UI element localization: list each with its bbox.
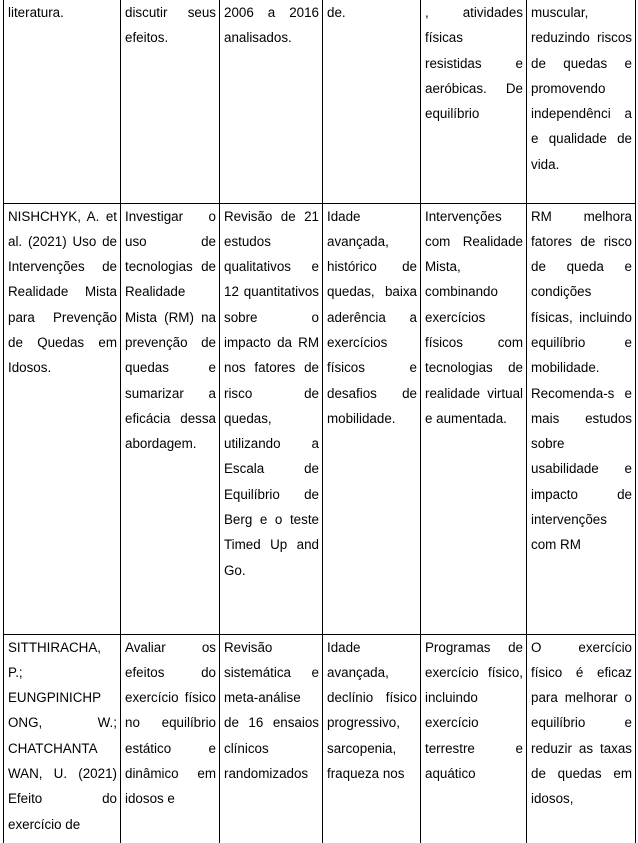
cell-results: O exercício físico é eficaz para melhorar o equilíbrio e reduzir as taxas de quedas em idosos,: [527, 634, 636, 843]
table-row: [4, 0, 636, 203]
cell-reference: literatura.: [4, 0, 121, 203]
table-row: [4, 203, 636, 634]
cell-objective: Avaliar os efeitos do exercício físico no equilíbrio estático e dinâmico em idosos e: [121, 634, 220, 843]
cell-method: Revisão de 21 estudos qualitativos e 12 quantitativos sobre o impacto da RM nos fatores de risco de quedas, utilizando a Escala de Equilíbrio de Berg e o teste Timed Up and Go.: [220, 203, 323, 634]
cell-results: RM melhora fatores de risco de queda e condições físicas, incluindo equilíbrio e mobilidade. Recomenda-s e mais estudos sobre usabilidade e impacto de intervenções com RM: [527, 203, 636, 634]
cell-intervention: Programas de exercício físico, incluindo exercício terrestre e aquático: [421, 634, 527, 843]
cell-risk-factors: Idade avançada, declínio físico progressivo, sarcopenia, fraqueza nos: [323, 634, 421, 843]
cell-risk-factors: Idade avançada, histórico de quedas, baixa aderência a exercícios físicos e desafios de mobilidade.: [323, 203, 421, 634]
cell-objective: discutir seus efeitos.: [121, 0, 220, 203]
cell-intervention: Intervenções com Realidade Mista, combinando exercícios físicos com tecnologias de realidade virtual e aumentada.: [421, 203, 527, 634]
cell-method: 2006 a 2016 analisados.: [220, 0, 323, 203]
cell-risk-factors: de.: [323, 0, 421, 203]
cell-reference: SITTHIRACHA, P.; EUNGPINICHP ONG, W.; CHATCHANTA WAN, U. (2021) Efeito do exercício de: [4, 634, 121, 843]
review-table: [3, 0, 636, 843]
cell-method: Revisão sistemática e meta-análise de 16 ensaios clínicos randomizados: [220, 634, 323, 843]
cell-intervention: , atividades físicas resistidas e aeróbicas. De equilíbrio: [421, 0, 527, 203]
cell-reference: NISHCHYK, A. et al. (2021) Uso de Intervenções de Realidade Mista para Prevenção de Quedas em Idosos.: [4, 203, 121, 634]
cell-results: muscular, reduzindo riscos de quedas e promovendo independênci a e qualidade de vida.: [527, 0, 636, 203]
table-row: [4, 634, 636, 843]
cell-objective: Investigar o uso de tecnologias de Realidade Mista (RM) na prevenção de quedas e sumarizar a eficácia dessa abordagem.: [121, 203, 220, 634]
